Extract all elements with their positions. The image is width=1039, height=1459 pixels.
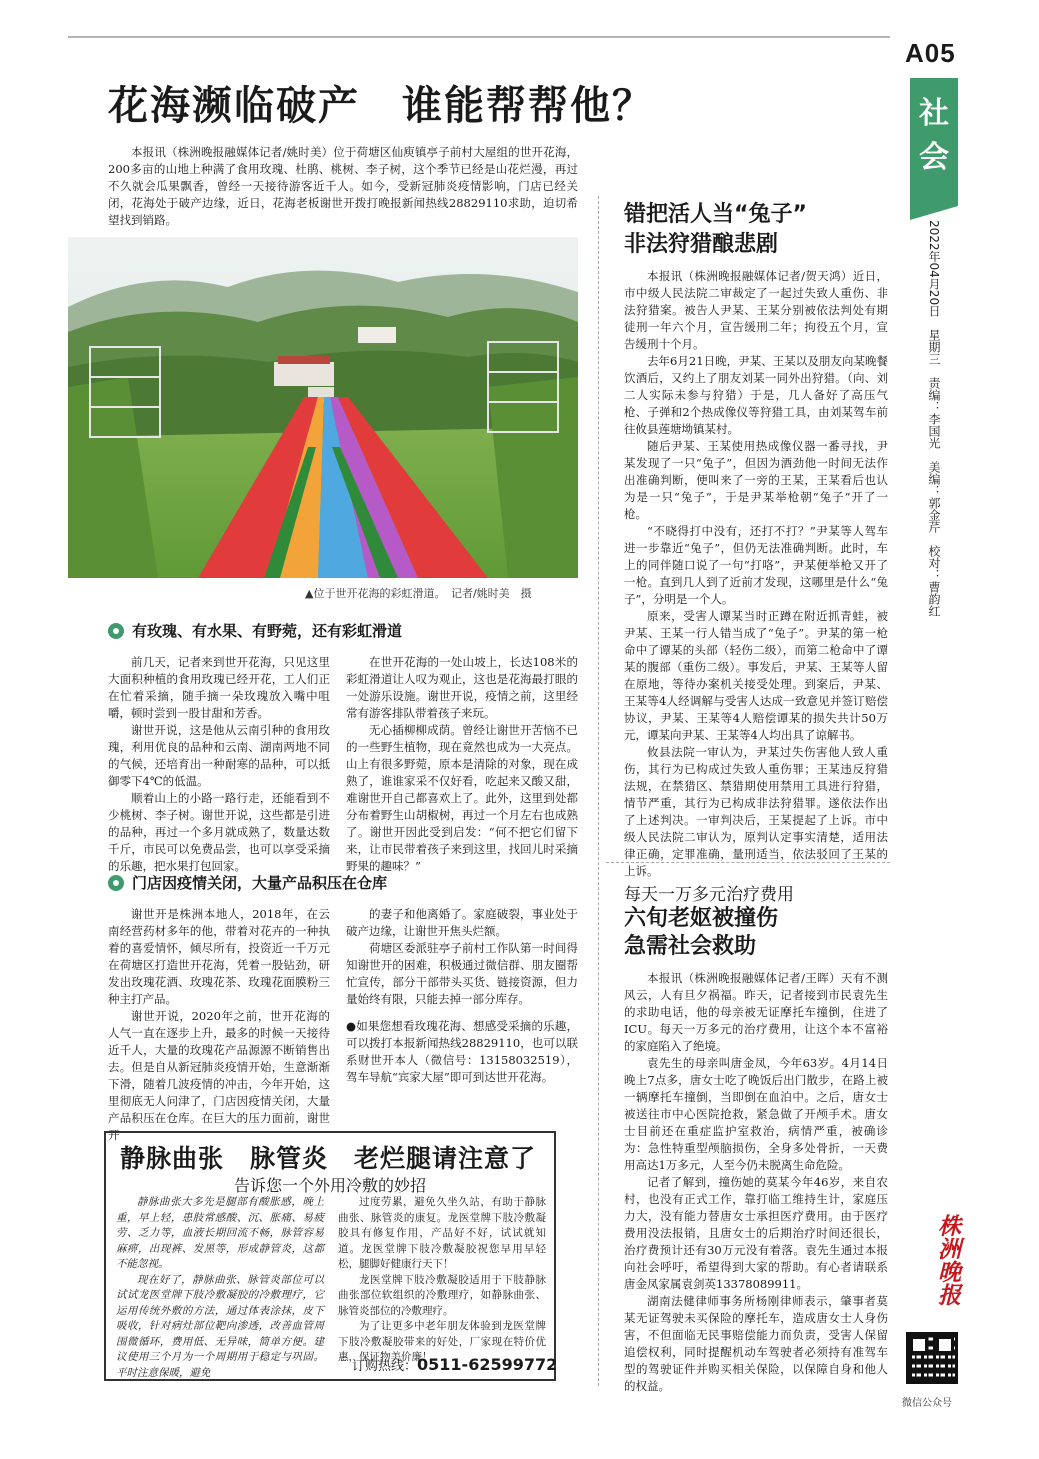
- side2-kicker: 每天一万多元治疗费用: [624, 885, 794, 905]
- paragraph: 原来，受害人谭某当时正蹲在附近抓青蛙，被尹某、王某一行人错当成了“兔子”。尹某的第一枪命中了谭某的头部（轻伤二级），而第二枪命中了谭某的腹部（重伤二级）。事发后，尹某、王某等人留在原地，等待办案机关接受处理。到案后，尹某、王某等4人经调解与受害人达成一致意见并签订赔偿协议，尹某、王某等4人赔偿谭某的损失共计50万元，谭某向尹某、王某等4人均出具了谅解书。: [624, 609, 888, 742]
- bullet-circle-icon: [108, 623, 124, 639]
- sec1-left-column: [108, 654, 330, 875]
- side1-headline-line2: 非法狩猎酿悲剧: [624, 232, 779, 257]
- rainbow-slide-photo: [68, 237, 578, 578]
- column-divider: [598, 196, 599, 1386]
- date-line: 2022年04月20日 星期三 责编：李国光 美编：郭金芹 校对：曹韵红: [927, 220, 941, 618]
- paragraph: 现在好了，静脉曲张、脉管炎部位可以试试龙医堂牌下肢冷敷凝胶的冷敷理疗，它运用传统外敷的方法，通过体表涂抹，皮下吸收，针对病灶部位靶向渗透，改善血管周围微循环，费用低、无异味，简单方便。建议使用三个月为一个周期用于稳定与巩固。平时注意保暖，避免: [116, 1273, 324, 1379]
- paragraph: 本报讯（株洲晚报融媒体记者/贺天鸿）近日，市中级人民法院二审裁定了一起过失致人重伤、非法狩猎案。被告人尹某、王某分别被依法判处有期徒刑一年六个月，宣告缓刑二年；拘役五个月，宣告缓刑十个月。: [624, 269, 888, 351]
- ad-hotline-label: 订购热线：: [352, 1359, 418, 1374]
- paragraph: “不晓得打中没有，还打不打？”尹某等人驾车进一步靠近“兔子”，但仍无法准确判断。此时，车上的同伴随口说了一句“打咯”，尹某便举枪又开了一枪。直到几人到了近前才发现，这哪里是什么“兔子”，分明是一个人。: [624, 524, 888, 606]
- paragraph: 随后尹某、王某使用热成像仪器一番寻找，尹某发现了一只“兔子”，但因为酒劲他一时间无法作出准确判断，便叫来了一旁的王某，王某看后也认为是一只“兔子”，于是尹某举枪朝“兔子”开了一枪。: [624, 439, 888, 521]
- advertisement-box: [104, 1131, 556, 1381]
- side2-headline-line1: 六旬老妪被撞伤: [624, 906, 779, 931]
- paragraph: 无心插柳柳成荫。曾经让谢世开苦恼不已的一些野生植物，现在竟然也成为一大亮点。山上有很多野菀，原本是清除的对象，现在成熟了，谁谁家采不仅好看，吃起来又酸又甜，难谢世开自己都喜欢上了。此外，这里到处都分布着野生山胡椒树，再过一个月左右也成熟了。谢世开因此受到启发：“何不把它们留下来，让市民带着孩子来到这里，找回儿时采摘野果的趣味？”: [346, 723, 578, 873]
- subhead-store: [108, 872, 387, 893]
- paragraph: 在世开花海的一处山坡上，长达108米的彩虹滑道让人叹为观止，这也是花海最打眼的一处游乐设施。谢世开说，疫情之前，这里经常有游客排队带着孩子来玩。: [346, 655, 578, 720]
- qr-code-icon: [906, 1332, 958, 1384]
- section-tab: 社会: [910, 78, 958, 206]
- photo-caption: ▲位于世开花海的彩虹滑道。 记者/姚时美 摄: [305, 587, 532, 600]
- paragraph: 过度劳累，避免久坐久站，有助于静脉曲张、脉管炎的康复。龙医堂牌下肢冷敷凝胶具有修复作用，产品好不好，试试就知道。龙医堂牌下肢冷敷凝胶祝您早用早轻松，腿脚好健康行天下！: [338, 1196, 546, 1270]
- contact-tip: ●如果您想看玫瑰花海、想感受采摘的乐趣，可以拨打本报新闻热线28829110，也可以联系财世开本人（微信号：13158032519），驾车导航“宾家大屋”即可到达世开花海。: [346, 1019, 578, 1084]
- paragraph: 的妻子和他离婚了。家庭破裂，事业处于破产边缘，让谢世开焦头烂额。: [346, 907, 578, 938]
- ad-title: 静脉曲张 脉管炎 老烂腿请注意了: [120, 1144, 537, 1173]
- main-lead: 本报讯（株洲晚报融媒体记者/姚时美）位于荷塘区仙庾镇亭子前村大屋组的世开花海，200多亩的山地上种满了食用玫瑰、杜鹃、桃树、李子树，这个季节已经是山花烂漫，再过不久就会瓜果飘香，曾经一天接待游客近千人。如今，受新冠肺炎疫情影响，门店已经关闭，花海处于破产边缘，近日，花海老板谢世开拨打晚报新闻热线28829110求助，迫切希望找到销路。: [108, 145, 578, 227]
- paragraph: 龙医堂牌下肢冷敷凝胶适用于下肢静脉曲张部位软组织的冷敷理疗，如静脉曲张、脉管炎部位的冷敷理疗。: [338, 1273, 546, 1317]
- page-number: A05: [905, 38, 956, 68]
- ad-hotline-number: 0511-62599772: [417, 1355, 558, 1374]
- paragraph: 谢世开说，2020年之前，世开花海的人气一直在逐步上升，最多的时候一天接待近千人，大量的玫瑰花产品源源不断销售出去。但是自从新冠肺炎疫情开始，生意渐渐下滑，随着几波疫情的冲击，今年开始，这里彻底无人问津了，门店因疫情关闭，大量产品积压在仓库。在巨大的压力面前，谢世开: [108, 1009, 330, 1142]
- subhead-store-text: 门店因疫情关闭，大量产品积压在仓库: [132, 874, 388, 892]
- masthead-logo: 株洲晚报: [934, 1214, 961, 1306]
- ad-hotline: [352, 1355, 557, 1374]
- paragraph: 记者了解到，撞伤她的莫某今年46岁，来自农村，也没有正式工作，靠打临工维持生计，家庭压力大，没有能力替唐女士承担医疗费用。由于医疗费用没法报销，且唐女士的后期治疗时间还很长，治疗费预计还有30万元没有着落。袁先生通过本报向社会呼吁，希望得到大家的帮助。有心者请联系唐金凤家属袁剑英13378089911。: [624, 1175, 888, 1291]
- paragraph: 谢世开说，这是他从云南引种的食用玫瑰，利用优良的品种和云南、湖南两地不同的气候，还培育出一种耐寒的品种，可以抵御零下4℃的低温。: [108, 723, 330, 788]
- subhead-flowers: [108, 620, 402, 641]
- paragraph: 攸县法院一审认为，尹某过失伤害他人致人重伤，其行为已构成过失致人重伤罪；王某违反狩猎法规，在禁猎区、禁猎期使用禁用工具进行狩猎，情节严重，其行为已构成非法狩猎罪。遂依法作出了上述判决。一审判决后，王某提起了上诉。市中级人民法院二审认为，原判认定事实清楚，适用法律正确，定罪准确，量刑适当，依法驳回了王某的上诉。: [624, 745, 888, 878]
- paragraph: 本报讯（株洲晚报融媒体记者/王晖）天有不测风云，人有旦夕祸福。昨天，记者接到市民袁先生的求助电话，他的母亲被无证摩托车撞倒，住进了ICU。每天一万多元的治疗费用，让这个本不富裕的家庭陷入了绝境。: [624, 971, 888, 1053]
- paragraph: 前几天，记者来到世开花海，只见这里大面积种植的食用玫瑰已经开花，工人们正在忙着采摘，随手摘一朵玫瑰放入嘴中咀嚼，顿时尝到一股甘甜和芳香。: [108, 655, 330, 720]
- main-headline: 花海濒临破产 谁能帮帮他？: [108, 83, 654, 129]
- paragraph: 去年6月21日晚，尹某、王某以及朋友向某晚餐饮酒后，又约上了朋友刘某一同外出狩猎。（向、刘二人实际未参与狩猎）于是，几人备好了高压气枪、子弹和2个热成像仪等狩猎工具，由刘某驾车前往攸县莲塘坳镇某村。: [624, 354, 888, 436]
- subhead-flowers-text: 有玫瑰、有水果、有野菀，还有彩虹滑道: [132, 622, 403, 640]
- side2-body: [624, 970, 888, 1395]
- sec2-right-column: [346, 906, 578, 1086]
- side1-headline-line1: 错把活人当“兔子”: [624, 202, 807, 227]
- top-rule: [68, 36, 890, 38]
- paragraph: 袁先生的母亲叫唐金凤，今年63岁。4月14日晚上7点多，唐女士吃了晚饭后出门散步，在路上被一辆摩托车撞倒，当即倒在血泊中。之后，唐女士被送往市中心医院抢救，紧急做了开颅手术。唐女士目前还在重症监护室救治，病情严重，被确诊为：急性特重型颅脑损伤，全身多处骨折，一天费用高达1万多元，人至今仍未脱离生命危险。: [624, 1056, 888, 1172]
- side2-headline-line2: 急需社会救助: [624, 934, 757, 959]
- side1-body: [624, 268, 888, 880]
- photo-illustration: [68, 237, 578, 578]
- ad-left-column: [116, 1195, 324, 1381]
- ad-right-column: [338, 1195, 546, 1366]
- paragraph: 顺着山上的小路一路行走，还能看到不少桃树、李子树。谢世开说，这些都是引进的品种，再过一个多月就成熟了，数量达数千斤，市民可以免费品尝，也可以享受采摘的乐趣，把水果打包回家。: [108, 791, 330, 873]
- sec2-left-column: [108, 906, 330, 1144]
- sec1-right-column: [346, 654, 578, 875]
- bullet-circle-icon: [108, 875, 124, 891]
- qr-label: 微信公众号: [902, 1398, 952, 1409]
- ad-subtitle: 告诉您一个外用冷敷的妙招: [233, 1176, 426, 1195]
- paragraph: 荷塘区委派驻亭子前村工作队第一时间得知谢世开的困难，积极通过微信群、朋友圈帮忙宣传，部分干部带头买货、链接资源，但力量始终有限，只能去掉一部分库存。: [346, 941, 578, 1006]
- paragraph: 湖南法健律师事务所杨刚律师表示，肇事者莫某无证驾驶未买保险的摩托车，造成唐女士人身伤害，不但面临无民事赔偿能力而负责，受害人保留追偿权利，同时提醒机动车驾驶者必须持有准驾车型的驾驶证件并购买相关保险，以保障自身和他人的权益。: [624, 1294, 888, 1393]
- paragraph: 静脉曲张大多先是腿部有酸胀感，晚上重，早上轻，患肢常感酸、沉、胀痛、易疲劳、乏力等，血液长期回流不畅，脉管容易麻痹，出现裤、发黑等，形成静管炎，这都不能忽视。: [116, 1196, 324, 1270]
- paragraph: 谢世开是株洲本地人，2018年，在云南经营药材多年的他，带着对花卉的一种执着的喜爱情怀，倾尽所有，投资近一千万元在荷塘区打造世开花海，凭着一股钻劲，研发出玫瑰花酒、玫瑰花茶、玫瑰花面膜粉三种主打产品。: [108, 907, 330, 1006]
- paragraph: 为了让更多中老年朋友体验到龙医堂牌下肢冷敷凝胶带来的好处，厂家现在特价优惠，保证物美价廉！: [338, 1320, 546, 1363]
